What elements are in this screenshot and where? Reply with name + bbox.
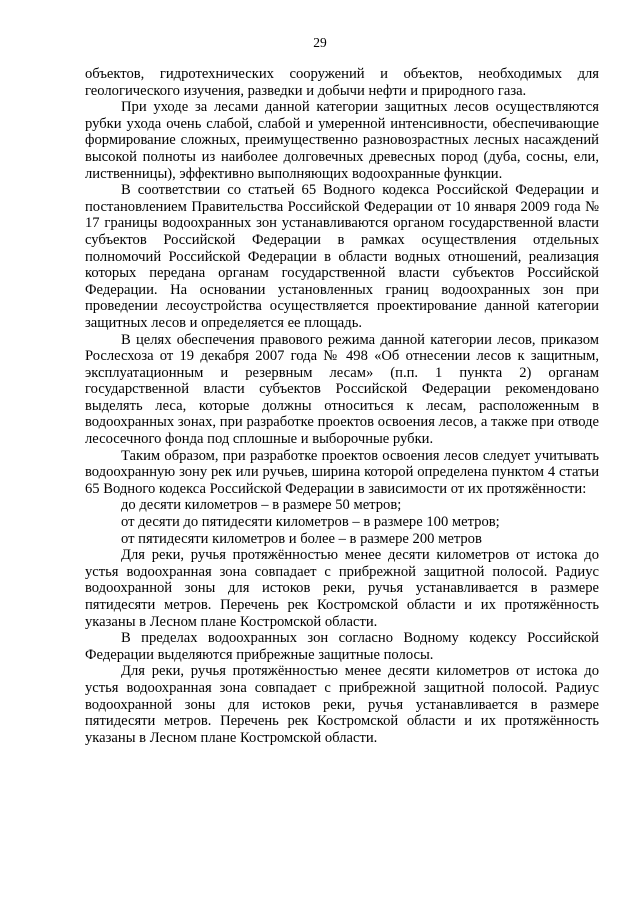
paragraph-protection-zone-width: Таким образом, при разработке проектов освоения лесов следует учитывать водоохранную зону рек или ручьев, ширина которой определена пунктом 4 статьи 65 Водного кодекса Российской Федерации в зависимости от их протяжённости: [85,447,599,497]
page-body [85,66,599,746]
paragraph-water-code-article: В соответствии со статьей 65 Водного кодекса Российской Федерации и постановлением Правительства Российской Федерации от 10 января 2009 года № 17 границы водоохранных зон устанавливаются органом государственной власти субъектов Российской Федерации в рамках осуществления отдельных полномочий Российской Федерации в области водных отношений, реализация которых передана органам государственной власти субъектов Российской Федерации. На основании установленных границ водоохранных зон при проведении лесоустройства осуществляется проектирование данной категории защитных лесов и определяется ее площадь. [85,182,599,331]
paragraph-coastal-strips: В пределах водоохранных зон согласно Водному кодексу Российской Федерации выделяются прибрежные защитные полосы. [85,630,599,663]
list-item-ten-to-fifty-km: от десяти до пятидесяти километров – в размере 100 метров; [121,514,500,531]
paragraph-continuation: объектов, гидротехнических сооружений и объектов, необходимых для геологического изучения, разведки и добычи нефти и природного газа. [85,66,599,99]
paragraph-legal-regime: В целях обеспечения правового режима данной категории лесов, приказом Рослесхоза от 19 декабря 2007 года № 498 «Об отнесении лесов к защитным, эксплуатационным и резервным лесам» (п.п. 1 пункта 2) органам государственной власти субъектов Российской Федерации рекомендовано выделять леса, которые должны относиться к лесам, расположенным в водоохранных зонах, при разработке проектов освоения лесов, а также при отводе лесосечного фонда под сплошные и выборочные рубки. [85,331,599,448]
paragraph-short-rivers: Для реки, ручья протяжённостью менее десяти километров от истока до устья водоохранная зона совпадает с прибрежной защитной полосой. Радиус водоохранной зоны для истоков реки, ручья устанавливается в размере пятидесяти метров. Перечень рек Костромской области и их протяжённость указаны в Лесном плане Костромской области. [85,547,599,630]
paragraph-forest-care: При уходе за лесами данной категории защитных лесов осуществляются рубки ухода очень слабой, слабой и умеренной интенсивности, обеспечивающие формирование сложных, преимущественно разновозрастных лесных насаждений высокой полноты из наиболее долговечных древесных пород (дуба, сосны, ели, лиственницы), эффективно выполняющих водоохранные функции. [85,99,599,182]
list-item-fifty-km-and-more: от пятидесяти километров и более – в размере 200 метров [121,530,482,547]
paragraph-short-rivers-repeat: Для реки, ручья протяжённостью менее десяти километров от истока до устья водоохранная зона совпадает с прибрежной защитной полосой. Радиус водоохранной зоны для истоков реки, ручья устанавливается в размере пятидесяти метров. Перечень рек Костромской области и их протяжённость указаны в Лесном плане Костромской области. [85,663,599,746]
page-number: 29 [313,35,327,50]
list-item-up-to-ten-km: до десяти километров – в размере 50 метров; [121,497,402,514]
